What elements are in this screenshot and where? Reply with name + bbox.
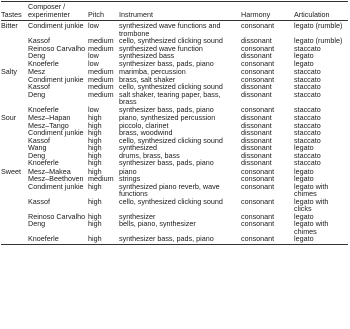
cell-harmony: consonant [241, 104, 275, 114]
cell-instrument: synthesized [119, 143, 157, 152]
cell-taste [1, 220, 27, 235]
cell-taste [1, 60, 27, 68]
cell-composer: Knoeferle [28, 58, 59, 68]
cell-pitch: high [88, 128, 102, 137]
cell-pitch: medium [88, 67, 114, 76]
cell-taste [1, 91, 27, 106]
cell-articulation: legato [294, 211, 314, 221]
cell-composer: Mesz [28, 67, 46, 76]
cell-composer: Knoeferle [27, 235, 87, 244]
cell-harmony: consonant [241, 196, 275, 206]
cell-composer: Mesz–Hapan [28, 113, 71, 122]
cell-articulation: staccato [294, 82, 321, 91]
cell-taste [1, 106, 27, 114]
cell-pitch: high [87, 235, 118, 244]
cell-harmony: dissonant [241, 128, 272, 137]
cell-articulation: staccato [294, 135, 321, 145]
cell-taste [1, 213, 27, 221]
cell-composer: Wang [28, 143, 47, 152]
cell-articulation: staccato [294, 89, 321, 99]
cell-pitch: medium [88, 89, 114, 99]
cell-pitch: high [88, 120, 102, 130]
cell-harmony: dissonant [241, 113, 272, 122]
cell-pitch: high [88, 219, 102, 228]
cell-harmony: dissonant [241, 158, 272, 167]
cell-composer: Mesz–Beethoven [28, 174, 84, 183]
cell-instrument: marimba, percussion [119, 67, 186, 76]
cell-pitch: high [88, 158, 102, 167]
cell-composer: Knoeferle [28, 104, 59, 114]
cell-composer: Kassof [28, 196, 50, 206]
cell-composer: Mesz–Tango [28, 120, 69, 130]
cell-harmony: consonant [241, 174, 275, 183]
cell-articulation: legato [294, 143, 314, 152]
header-instrument: Instrument [118, 2, 240, 21]
cell-instrument: cello, synthesized clicking sound [119, 82, 223, 91]
cell-taste [1, 129, 27, 137]
header-composer-line2: experimenter [28, 9, 70, 19]
cell-composer: Kassof [28, 82, 50, 91]
cell-instrument: cello, synthesized clicking sound [119, 36, 223, 45]
cell-pitch: low [88, 58, 99, 68]
cell-pitch: high [88, 150, 102, 160]
cell-taste [1, 52, 27, 60]
cell-instrument: synthesizer bass, pads, piano [119, 58, 214, 68]
cell-pitch: high [88, 196, 102, 206]
cell-articulation: legato with clicks [294, 196, 329, 213]
cell-taste [1, 76, 27, 84]
cell-instrument: strings [119, 174, 141, 183]
cell-composer: Condiment junkie [28, 128, 84, 137]
cell-composer: Kassof [28, 36, 50, 45]
cell-instrument: piccolo, clarinet [119, 120, 169, 130]
cell-taste: Sour [1, 113, 17, 122]
cell-harmony: consonant [241, 219, 275, 228]
cell-harmony: dissonant [241, 120, 272, 130]
cell-articulation: staccato [294, 104, 321, 114]
cell-taste [1, 137, 27, 145]
cell-harmony: dissonant [241, 36, 272, 45]
cell-taste [1, 45, 27, 53]
cell-articulation: legato [294, 166, 314, 176]
table-row [1, 235, 348, 244]
header-pitch: Pitch [87, 2, 118, 21]
cell-harmony: consonant [240, 235, 293, 244]
cell-articulation: staccato [294, 43, 321, 53]
cell-harmony: consonant [241, 21, 275, 30]
table-row [1, 106, 348, 114]
cell-composer: Mesz–Makea [28, 166, 71, 176]
cell-harmony: dissonant [241, 51, 272, 60]
cell-pitch: high [88, 181, 102, 191]
table-row [1, 21, 348, 38]
cell-composer: Condiment junkie [28, 21, 84, 30]
cell-pitch: high [88, 211, 102, 221]
cell-taste [1, 198, 27, 213]
cell-articulation: staccato [294, 74, 321, 84]
cell-taste [1, 83, 27, 91]
cell-harmony: dissonant [241, 150, 272, 160]
header-taste: Tastes [1, 2, 27, 21]
cell-pitch: medium [88, 74, 114, 84]
cell-composer: Condiment junkie [28, 181, 84, 191]
cell-taste [1, 144, 27, 152]
cell-composer: Reinoso Carvalho [28, 211, 86, 221]
cell-composer: Deng [28, 150, 46, 160]
cell-articulation: staccato [294, 67, 321, 76]
table-row [1, 183, 348, 198]
cell-pitch: high [88, 143, 102, 152]
cell-instrument: piano [119, 166, 137, 176]
cell-pitch: low [88, 21, 99, 30]
cell-harmony: consonant [241, 211, 275, 221]
header-composer-line1: Composer / [28, 2, 66, 11]
document-page [1, 1, 348, 245]
cell-pitch: low [88, 104, 99, 114]
cell-pitch: high [88, 113, 102, 122]
table-body [1, 21, 348, 245]
cell-articulation: staccato [294, 120, 321, 130]
cell-harmony: consonant [241, 166, 275, 176]
table-header-row [1, 2, 348, 21]
cell-composer: Condiment junkie [28, 74, 84, 84]
cell-instrument: salt shaker, tearing paper, bass, brass [119, 89, 221, 106]
cell-instrument: synthesized bass [119, 51, 175, 60]
cell-harmony: consonant [241, 67, 275, 76]
cell-instrument: synthesizer [119, 211, 156, 221]
cell-instrument: synthesized wave functions and trombone [119, 21, 221, 38]
cell-pitch: medium [88, 43, 114, 53]
cell-articulation: legato with chimes [294, 181, 329, 198]
cell-composer: Knoeferle [28, 158, 59, 167]
taste-music-table [1, 1, 348, 245]
cell-pitch: medium [88, 36, 114, 45]
cell-instrument: synthesizer bass, pads, piano [119, 158, 214, 167]
cell-pitch: high [88, 135, 102, 145]
header-articulation: Articulation [293, 2, 348, 21]
cell-articulation: legato [294, 58, 314, 68]
cell-harmony: consonant [241, 58, 275, 68]
cell-taste [1, 159, 27, 167]
cell-instrument: drums, brass, bass [119, 150, 180, 160]
cell-composer: Deng [28, 89, 46, 99]
cell-harmony: dissonant [241, 135, 272, 145]
cell-instrument: synthesizer bass, pads, piano [118, 235, 240, 244]
cell-instrument: cello, synthesized clicking sound [119, 196, 223, 206]
cell-composer: Reinoso Carvalho [28, 43, 86, 53]
cell-composer: Deng [28, 219, 46, 228]
cell-taste: Bitter [1, 21, 18, 30]
cell-taste [1, 183, 27, 198]
cell-harmony: consonant [241, 43, 275, 53]
cell-instrument: bells, piano, synthesizer [119, 219, 196, 228]
cell-articulation: legato (rumble) [294, 36, 343, 45]
cell-taste [1, 122, 27, 130]
cell-articulation: staccato [294, 113, 321, 122]
header-composer [27, 2, 87, 21]
cell-composer: Deng [28, 51, 46, 60]
table-row [1, 60, 348, 68]
cell-instrument: synthesized piano reverb, wave functions [119, 181, 220, 198]
cell-articulation: staccato [294, 158, 321, 167]
cell-articulation: legato with chimes [294, 219, 329, 236]
header-harmony: Harmony [240, 2, 293, 21]
cell-harmony: consonant [241, 181, 275, 191]
cell-harmony: consonant [241, 74, 275, 84]
cell-pitch: medium [88, 174, 114, 183]
cell-harmony: dissonant [241, 82, 272, 91]
cell-articulation: legato [294, 174, 314, 183]
cell-instrument: piano, synthesized percussion [119, 113, 216, 122]
table-row [1, 159, 348, 167]
cell-taste [1, 235, 27, 244]
table-row [1, 198, 348, 213]
cell-taste: Sweet [1, 166, 21, 176]
cell-articulation: legato (rumble) [294, 21, 343, 30]
cell-taste [1, 37, 27, 45]
cell-articulation: staccato [294, 128, 321, 137]
cell-articulation: legato [294, 51, 314, 60]
cell-taste [1, 152, 27, 160]
cell-pitch: low [88, 51, 99, 60]
table-row [1, 220, 348, 235]
table-row [1, 91, 348, 106]
cell-harmony: dissonant [241, 89, 272, 99]
cell-articulation: staccato [294, 150, 321, 160]
cell-instrument: synthesizer bass, pads, piano [119, 104, 214, 114]
cell-taste [1, 175, 27, 183]
cell-instrument: brass, salt shaker [119, 74, 176, 84]
cell-pitch: high [88, 166, 102, 176]
cell-articulation: legato [293, 235, 348, 244]
cell-pitch: medium [88, 82, 114, 91]
cell-instrument: synthesized wave function [119, 43, 203, 53]
cell-instrument: cello, synthesized clicking sound [119, 135, 223, 145]
cell-composer: Kassof [28, 135, 50, 145]
cell-harmony: dissonant [241, 143, 272, 152]
cell-taste: Salty [1, 67, 17, 76]
cell-instrument: brass, woodwind [119, 128, 173, 137]
